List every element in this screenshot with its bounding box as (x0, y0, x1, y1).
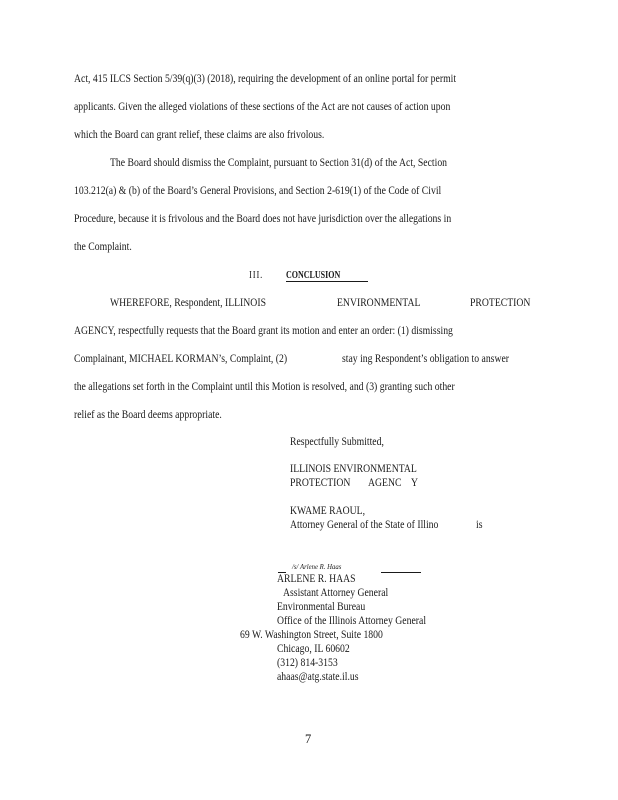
signer-title: Assistant Attorney General (283, 587, 389, 599)
section-number: III. (249, 270, 264, 281)
conclusion-line: relief as the Board deems appropriate. (74, 409, 222, 421)
conclusion-line: stay ing Respondent’s obligation to answer (342, 353, 510, 365)
conclusion-line: Complainant, MICHAEL KORMAN’s, Complaint, (2) (74, 353, 288, 365)
agency-name: ILLINOIS ENVIRONMENTAL (290, 463, 417, 475)
attorney-general-title: is (476, 519, 483, 531)
electronic-signature: /s/ Arlene R. Haas (292, 562, 342, 571)
page-number: 7 (305, 732, 312, 746)
signature-line (381, 572, 421, 573)
signer-office: Office of the Illinois Attorney General (277, 615, 427, 627)
signer-name: ARLENE R. HAAS (277, 573, 356, 585)
attorney-general-title: Attorney General of the State of Illino (290, 519, 439, 531)
closing: Respectfully Submitted, (290, 436, 384, 448)
signer-email[interactable]: ahaas@atg.state.il.us (277, 671, 359, 683)
body-line: The Board should dismiss the Complaint, pursuant to Section 31(d) of the Act, Section (110, 157, 448, 169)
body-line: applicants. Given the alleged violations of these sections of the Act are not causes of action upon (74, 101, 451, 113)
signer-bureau: Environmental Bureau (277, 601, 366, 613)
conclusion-line: ENVIRONMENTAL (337, 297, 421, 309)
conclusion-line: WHEREFORE, Respondent, ILLINOIS (110, 297, 266, 309)
body-line: 103.212(a) & (b) of the Board’s General Provisions, and Section 2-619(1) of the Code of Civil (74, 185, 442, 197)
conclusion-line: the allegations set forth in the Complaint until this Motion is resolved, and (3) granting such other (74, 381, 455, 393)
agency-name: Y (411, 477, 419, 489)
conclusion-line: PROTECTION (470, 297, 531, 309)
section-title-underline (286, 281, 368, 282)
body-line: the Complaint. (74, 241, 132, 253)
body-line: which the Board can grant relief, these claims are also frivolous. (74, 129, 325, 141)
body-line: Procedure, because it is frivolous and the Board does not have jurisdiction over the allegations in (74, 213, 452, 225)
signer-street: 69 W. Washington Street, Suite 1800 (240, 629, 383, 641)
conclusion-line: AGENCY, respectfully requests that the Board grant its motion and enter an order: (1) dismissing (74, 325, 453, 337)
signer-city: Chicago, IL 60602 (277, 643, 350, 655)
agency-name: AGENC (368, 477, 402, 489)
section-title: CONCLUSION (286, 270, 341, 281)
signer-phone: (312) 814-3153 (277, 657, 338, 669)
agency-name: PROTECTION (290, 477, 351, 489)
body-line: Act, 415 ILCS Section 5/39(q)(3) (2018), requiring the development of an online portal for permit (74, 73, 457, 85)
attorney-general-name: KWAME RAOUL, (290, 505, 366, 517)
